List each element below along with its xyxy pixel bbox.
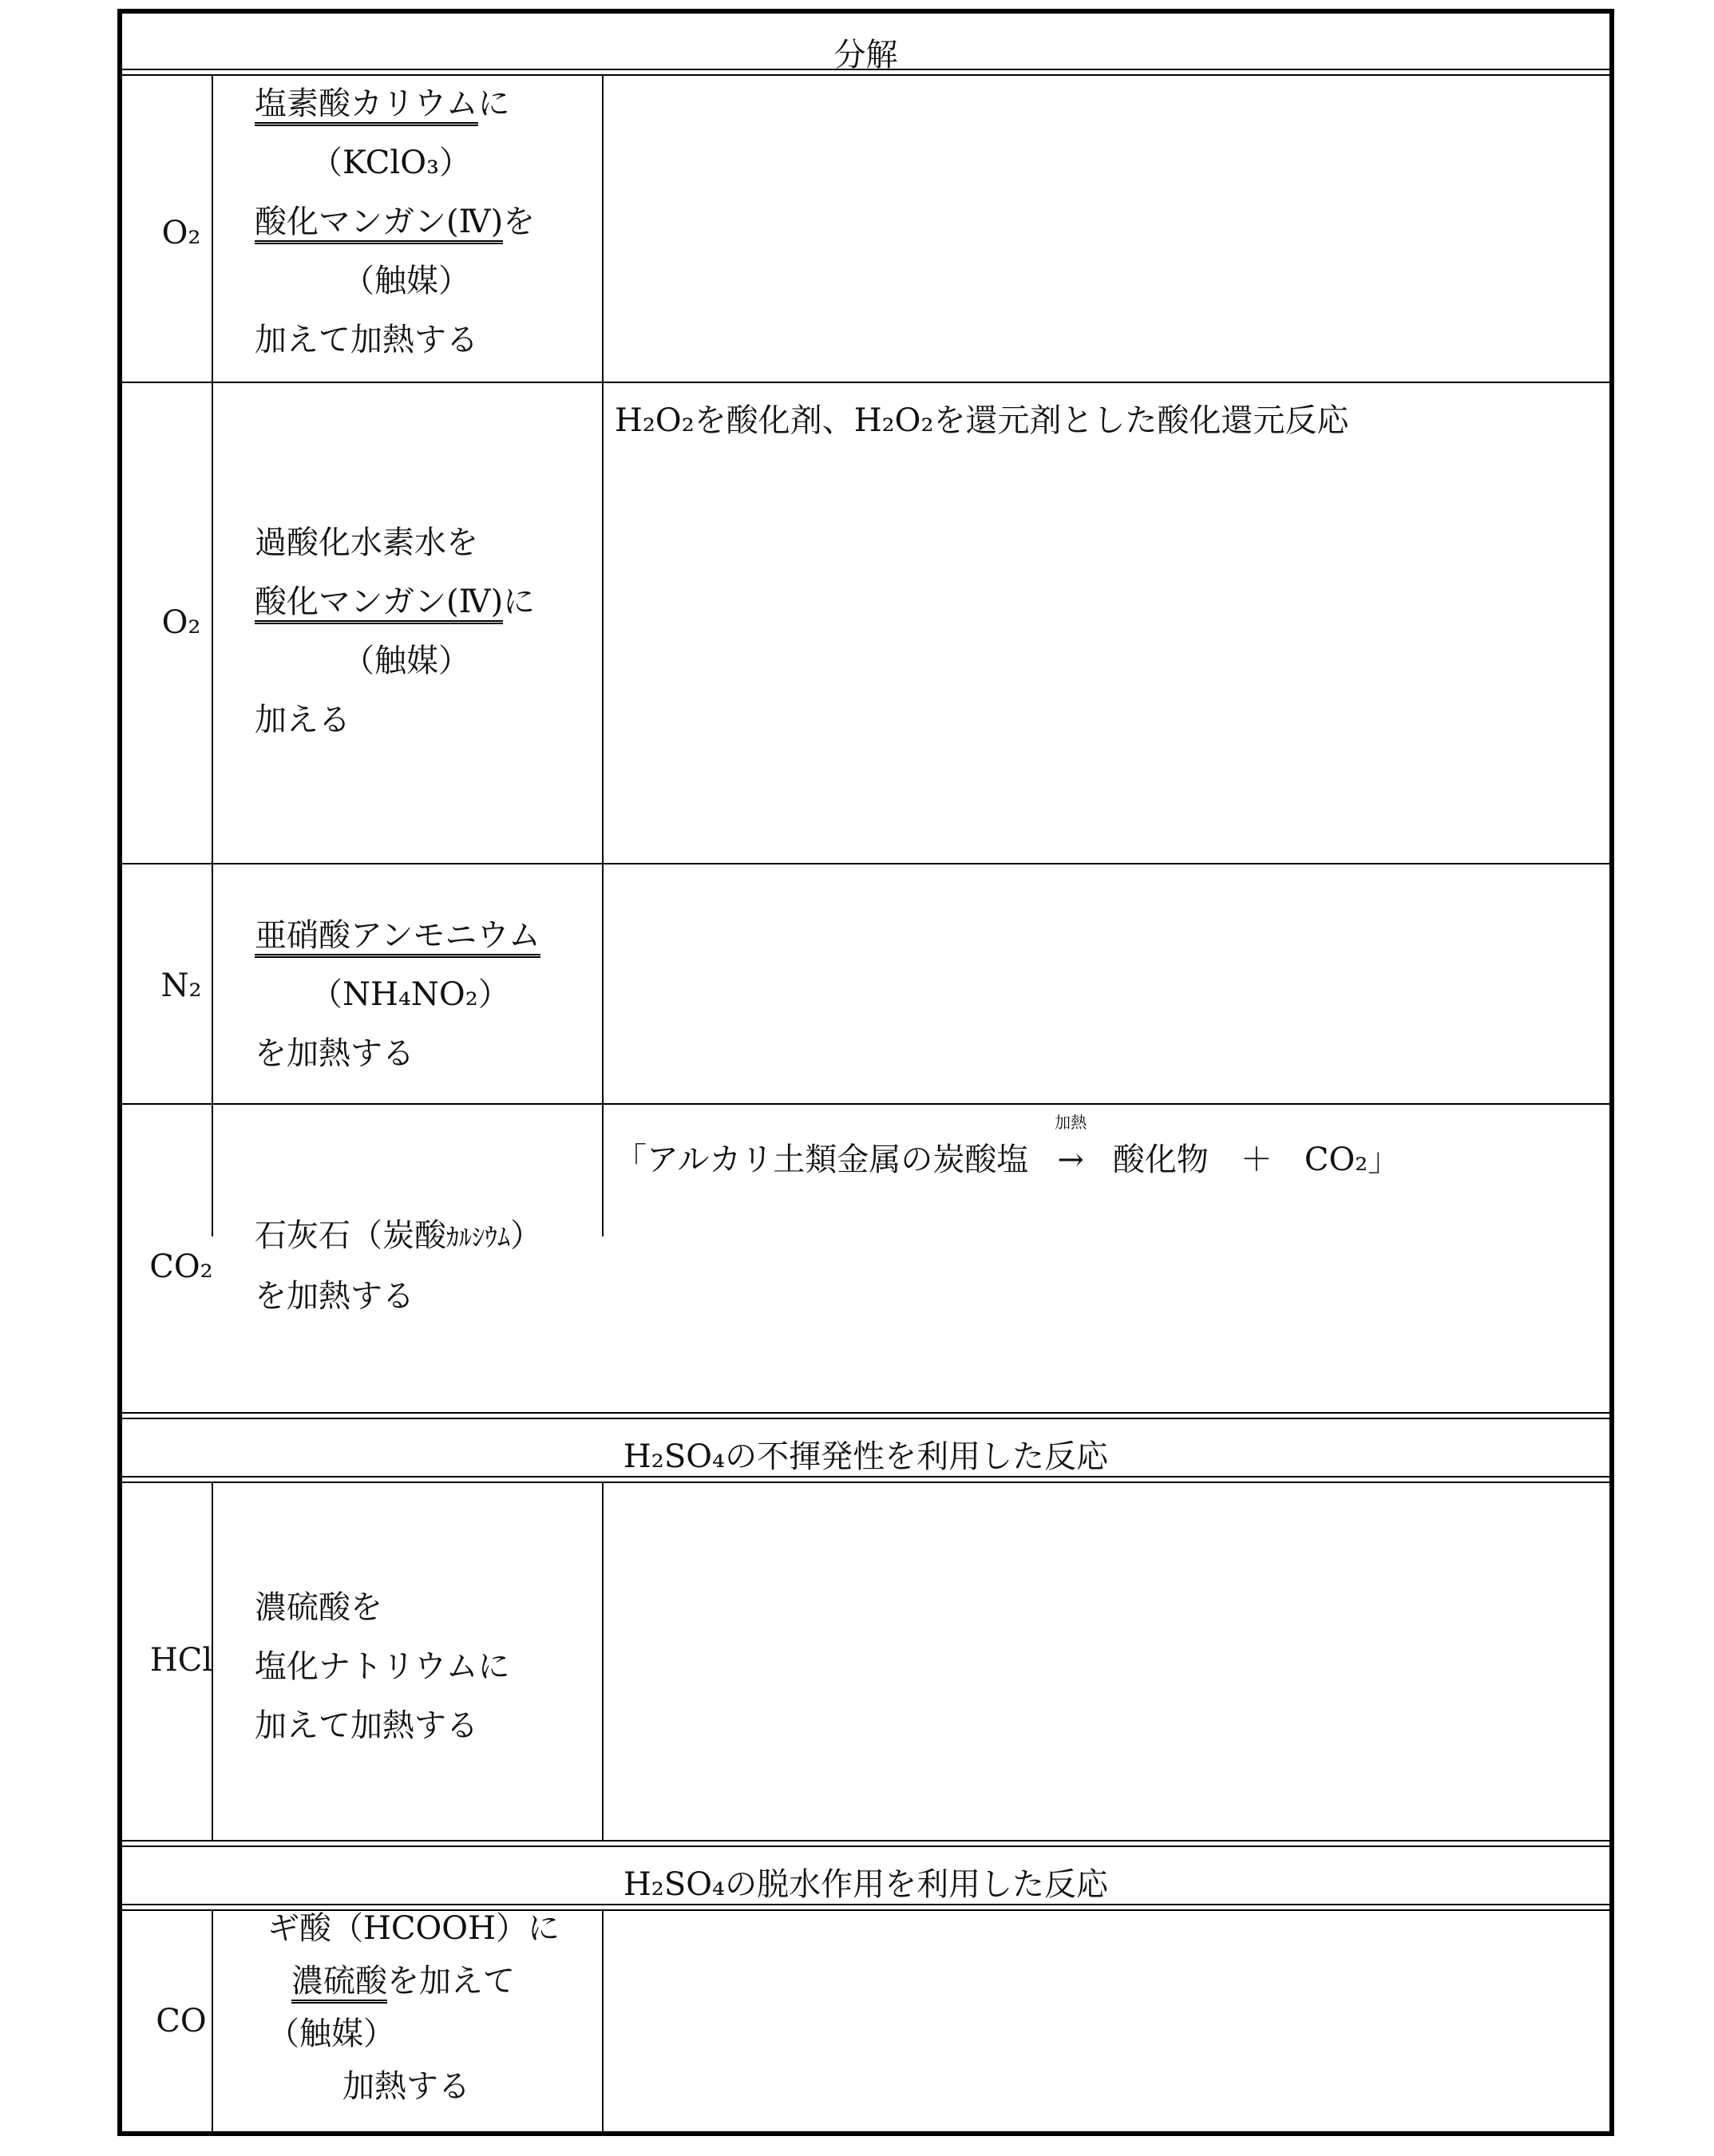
double-rule [122, 1476, 1609, 1483]
note-h2o2-redox: H₂O₂を酸化剤、H₂O₂を還元剤とした酸化還元反応 [615, 402, 1349, 439]
gas-n2: N₂ [160, 967, 202, 1004]
section-title-dehydration: H₂SO₄の脱水作用を利用した反応 [623, 1866, 1109, 1903]
method-nacl: 濃硫酸を 塩化ナトリウムに 加えて加熱する [255, 1589, 510, 1744]
method-formic-acid: ギ酸（HCOOH）に 濃硫酸を加えて （触媒） 加熱する [267, 1910, 560, 2105]
row-divider [122, 1103, 1609, 1105]
double-rule [122, 1412, 1609, 1419]
reagent-conc-sulfuric-acid: 濃硫酸 [291, 1963, 387, 2004]
reagent-manganese-dioxide: 酸化マンガン(Ⅳ) [255, 584, 503, 624]
reagent-ammonium-nitrite: 亜硝酸アンモニウム [255, 917, 540, 958]
gas-o2-first: O₂ [161, 215, 201, 251]
row-divider [122, 863, 1609, 864]
reagent-potassium-chlorate: 塩素酸カリウム [255, 85, 478, 126]
reaction-arrow: 加熱 → [1039, 1141, 1102, 1178]
gas-co: CO [156, 2003, 207, 2039]
section-title-decomposition: 分解 [833, 37, 898, 73]
column-divider-method [602, 1911, 604, 2134]
row-divider [122, 382, 1609, 383]
note-carbonate-decomposition: 「アルカリ土類金属の炭酸塩 加熱 → 酸化物 ＋ CO₂」 [615, 1134, 1399, 1180]
method-h2o2: 過酸化水素水を 酸化マンガン(Ⅳ)に （触媒） 加える [255, 524, 536, 738]
section-title-nonvolatile: H₂SO₄の不揮発性を利用した反応 [623, 1438, 1109, 1475]
gas-o2-second: O₂ [161, 604, 201, 641]
method-limestone: 石灰石（炭酸ｶﾙｼｳﾑ） を加熱する [255, 1217, 543, 1315]
arrow-label-heat: 加熱 [1055, 1113, 1087, 1132]
double-rule [122, 1840, 1609, 1847]
column-divider-method [602, 76, 604, 1236]
column-divider-method [602, 1483, 604, 1840]
method-kclo3: 塩素酸カリウムに （KClO₃） 酸化マンガン(Ⅳ)を （触媒） 加えて加熱する [255, 85, 536, 358]
reagent-manganese-dioxide: 酸化マンガン(Ⅳ) [255, 204, 503, 244]
method-nh4no2: 亜硝酸アンモニウム （NH₄NO₂） を加熱する [255, 917, 540, 1072]
gas-co2: CO₂ [149, 1248, 213, 1285]
gas-hcl: HCl [149, 1642, 213, 1679]
reaction-table [117, 9, 1614, 2136]
